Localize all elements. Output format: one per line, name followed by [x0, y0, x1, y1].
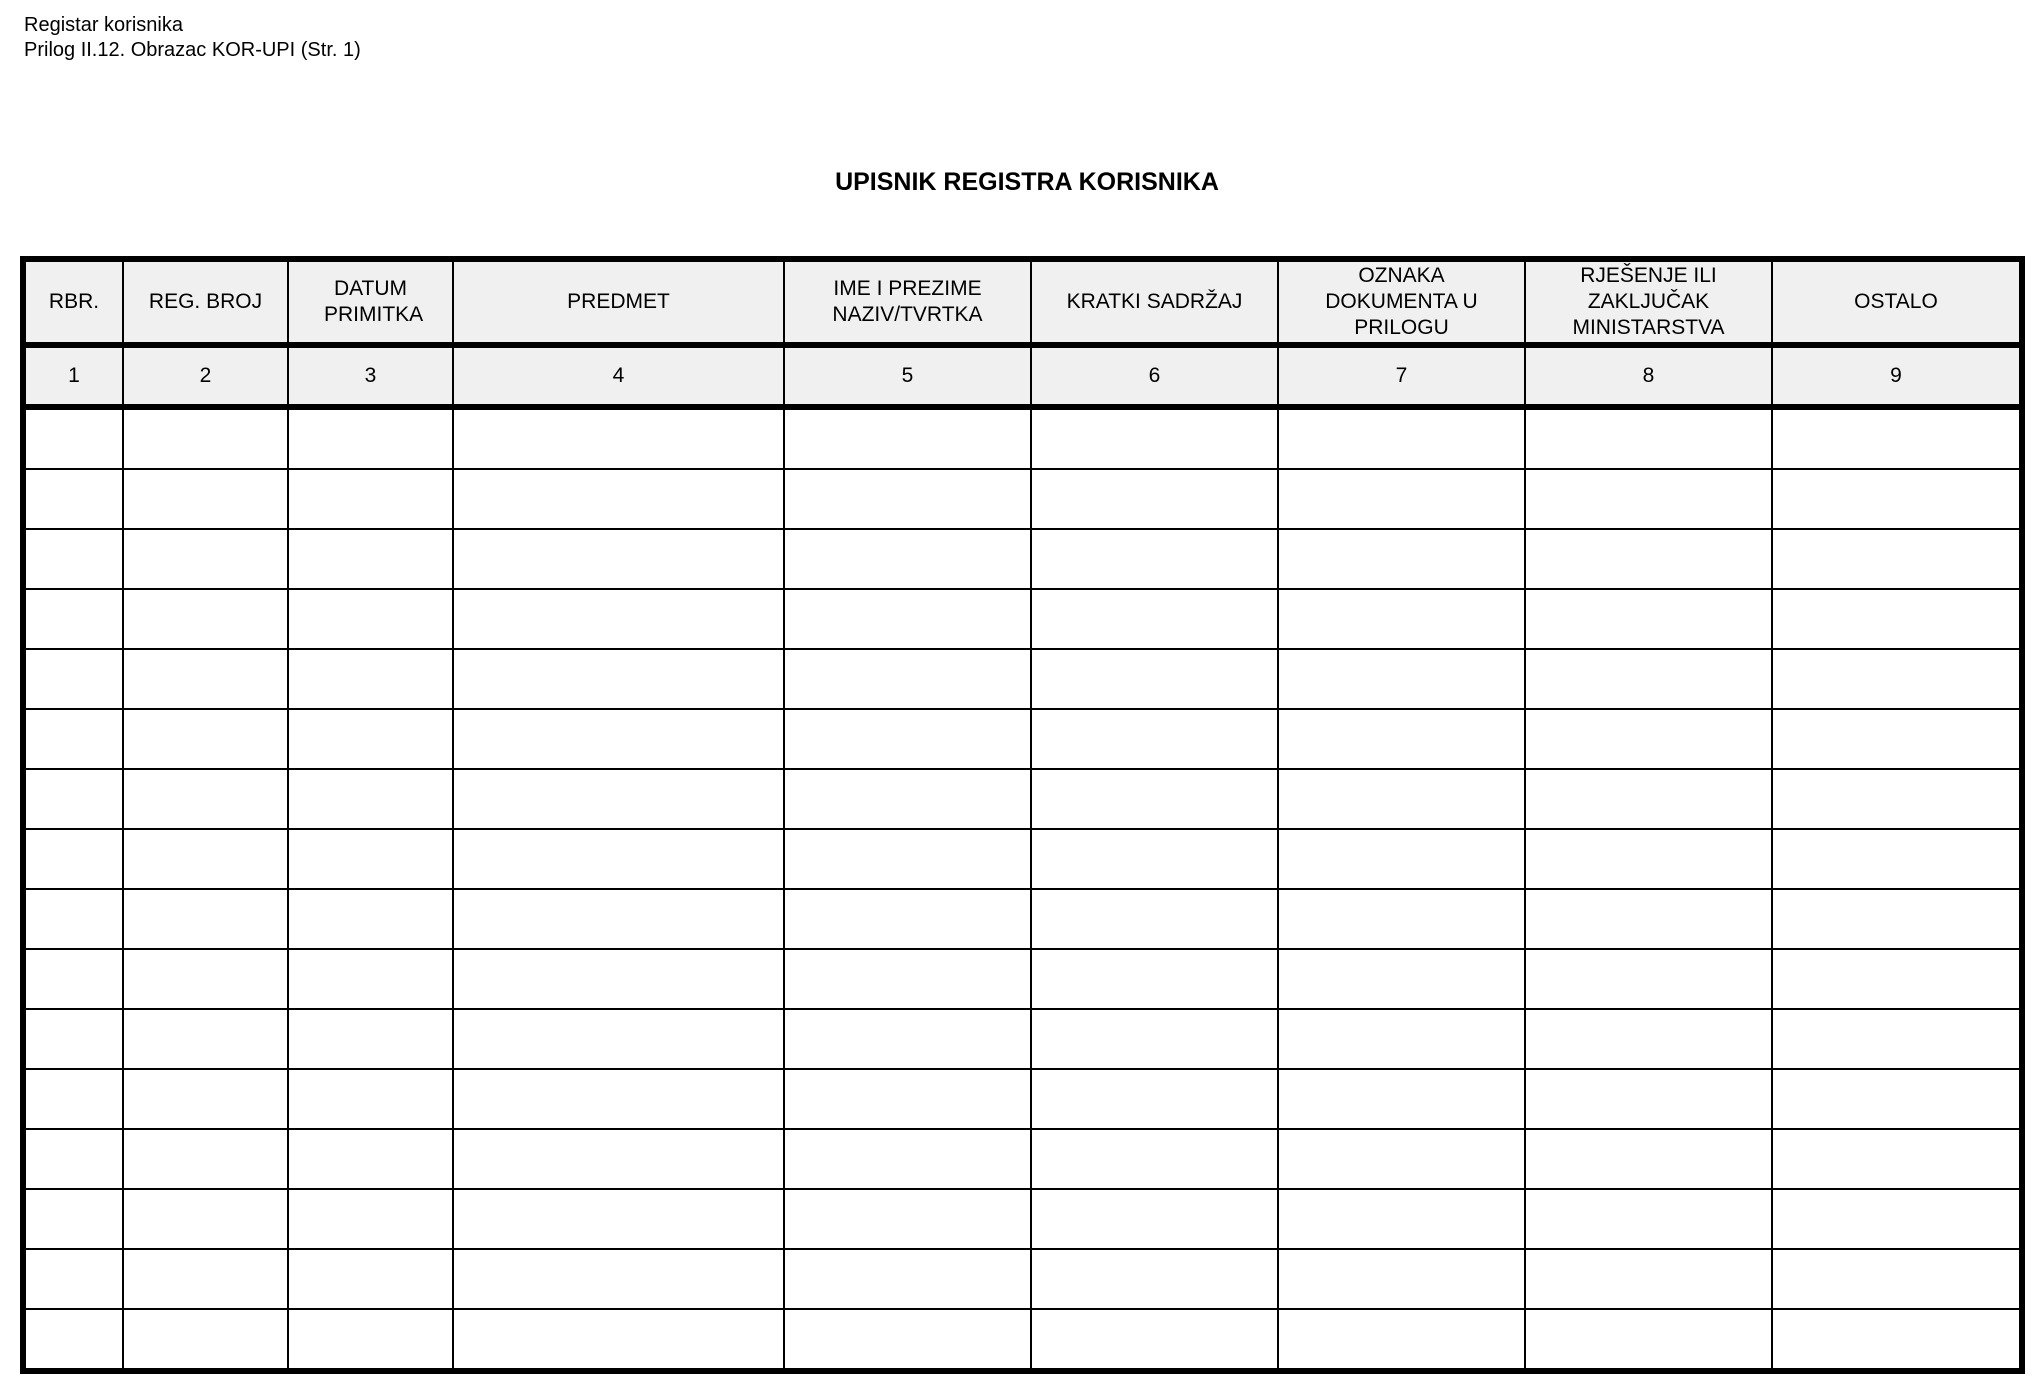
table-row — [23, 709, 2022, 769]
empty-cell[interactable] — [123, 1069, 288, 1129]
empty-cell[interactable] — [23, 1189, 123, 1249]
empty-cell[interactable] — [1525, 769, 1772, 829]
empty-cell[interactable] — [1772, 1309, 2022, 1371]
empty-cell[interactable] — [1772, 469, 2022, 529]
empty-cell[interactable] — [1772, 709, 2022, 769]
table-row — [23, 769, 2022, 829]
empty-cell[interactable] — [453, 529, 784, 589]
empty-cell[interactable] — [288, 769, 453, 829]
empty-cell[interactable] — [1278, 1009, 1525, 1069]
empty-cell[interactable] — [1525, 649, 1772, 709]
empty-cell[interactable] — [23, 709, 123, 769]
table-row — [23, 949, 2022, 1009]
table-row — [23, 529, 2022, 589]
empty-cell[interactable] — [123, 1009, 288, 1069]
register-table — [20, 256, 2025, 1374]
table-row — [23, 469, 2022, 529]
empty-cell[interactable] — [123, 469, 288, 529]
empty-cell[interactable] — [288, 1249, 453, 1309]
empty-cell[interactable] — [288, 589, 453, 649]
empty-cell[interactable] — [288, 1129, 453, 1189]
empty-cell[interactable] — [288, 1309, 453, 1371]
empty-cell[interactable] — [453, 1309, 784, 1371]
empty-cell[interactable] — [1031, 1009, 1278, 1069]
empty-cell[interactable] — [1525, 1309, 1772, 1371]
empty-cell[interactable] — [1031, 889, 1278, 949]
empty-cell[interactable] — [1525, 589, 1772, 649]
empty-cell[interactable] — [1031, 1069, 1278, 1129]
empty-cell[interactable] — [123, 949, 288, 1009]
empty-cell[interactable] — [23, 649, 123, 709]
column-header: KRATKI SADRŽAJ — [1031, 259, 1278, 345]
empty-cell[interactable] — [123, 889, 288, 949]
empty-cell[interactable] — [1031, 649, 1278, 709]
empty-cell[interactable] — [453, 649, 784, 709]
empty-cell[interactable] — [1525, 469, 1772, 529]
empty-cell[interactable] — [784, 1189, 1031, 1249]
empty-cell[interactable] — [123, 1189, 288, 1249]
column-header: RJEŠENJE ILI ZAKLJUČAK MINISTARSTVA — [1525, 259, 1772, 345]
empty-cell[interactable] — [23, 1009, 123, 1069]
table-row — [23, 1249, 2022, 1309]
empty-cell[interactable] — [1772, 829, 2022, 889]
empty-cell[interactable] — [1278, 589, 1525, 649]
empty-cell[interactable] — [1031, 1249, 1278, 1309]
empty-cell[interactable] — [453, 889, 784, 949]
empty-cell[interactable] — [1525, 1249, 1772, 1309]
empty-cell[interactable] — [1031, 589, 1278, 649]
empty-cell[interactable] — [123, 829, 288, 889]
empty-cell[interactable] — [784, 709, 1031, 769]
empty-cell[interactable] — [123, 709, 288, 769]
page-title: UPISNIK REGISTRA KORISNIKA — [835, 168, 1219, 196]
column-number: 5 — [784, 345, 1031, 407]
empty-cell[interactable] — [453, 829, 784, 889]
empty-cell[interactable] — [1772, 1069, 2022, 1129]
empty-cell[interactable] — [123, 589, 288, 649]
empty-cell[interactable] — [1031, 1129, 1278, 1189]
empty-cell[interactable] — [123, 649, 288, 709]
empty-cell[interactable] — [288, 829, 453, 889]
empty-cell[interactable] — [1772, 889, 2022, 949]
empty-cell[interactable] — [123, 769, 288, 829]
column-header: OZNAKA DOKUMENTA U PRILOGU — [1278, 259, 1525, 345]
empty-cell[interactable] — [784, 949, 1031, 1009]
empty-cell[interactable] — [23, 1249, 123, 1309]
empty-cell[interactable] — [1031, 1189, 1278, 1249]
empty-cell[interactable] — [784, 1069, 1031, 1129]
column-number-row — [23, 345, 2022, 407]
empty-cell[interactable] — [1772, 1189, 2022, 1249]
empty-cell[interactable] — [288, 469, 453, 529]
empty-cell[interactable] — [1031, 407, 1278, 469]
empty-cell[interactable] — [1525, 889, 1772, 949]
column-number: 1 — [23, 345, 123, 407]
empty-cell[interactable] — [1772, 949, 2022, 1009]
column-header: RBR. — [23, 259, 123, 345]
empty-cell[interactable] — [123, 407, 288, 469]
empty-cell[interactable] — [1278, 829, 1525, 889]
table-row — [23, 407, 2022, 469]
empty-cell[interactable] — [23, 1069, 123, 1129]
empty-cell[interactable] — [23, 949, 123, 1009]
empty-cell[interactable] — [23, 529, 123, 589]
empty-cell[interactable] — [288, 529, 453, 589]
empty-cell[interactable] — [1278, 1309, 1525, 1371]
empty-cell[interactable] — [1031, 709, 1278, 769]
empty-cell[interactable] — [288, 709, 453, 769]
empty-cell[interactable] — [288, 407, 453, 469]
column-number: 9 — [1772, 345, 2022, 407]
empty-cell[interactable] — [1772, 1249, 2022, 1309]
empty-cell[interactable] — [784, 1009, 1031, 1069]
table-row — [23, 649, 2022, 709]
empty-cell[interactable] — [1525, 1009, 1772, 1069]
empty-cell[interactable] — [23, 469, 123, 529]
empty-cell[interactable] — [1772, 649, 2022, 709]
empty-cell[interactable] — [1278, 769, 1525, 829]
empty-cell[interactable] — [784, 1129, 1031, 1189]
empty-cell[interactable] — [784, 469, 1031, 529]
empty-cell[interactable] — [453, 949, 784, 1009]
column-number: 2 — [123, 345, 288, 407]
empty-cell[interactable] — [1278, 1129, 1525, 1189]
empty-cell[interactable] — [784, 769, 1031, 829]
empty-cell[interactable] — [1278, 407, 1525, 469]
empty-cell[interactable] — [784, 829, 1031, 889]
empty-cell[interactable] — [1525, 407, 1772, 469]
table-row — [23, 1069, 2022, 1129]
column-number: 7 — [1278, 345, 1525, 407]
empty-cell[interactable] — [453, 1189, 784, 1249]
column-number: 6 — [1031, 345, 1278, 407]
column-header: OSTALO — [1772, 259, 2022, 345]
table-row — [23, 889, 2022, 949]
empty-cell[interactable] — [1278, 949, 1525, 1009]
empty-cell[interactable] — [1772, 407, 2022, 469]
empty-cell[interactable] — [1278, 1069, 1525, 1129]
empty-cell[interactable] — [453, 407, 784, 469]
empty-cell[interactable] — [1278, 709, 1525, 769]
empty-cell[interactable] — [288, 949, 453, 1009]
empty-cell[interactable] — [453, 769, 784, 829]
empty-cell[interactable] — [1525, 1189, 1772, 1249]
empty-cell[interactable] — [1031, 949, 1278, 1009]
empty-cell[interactable] — [784, 529, 1031, 589]
empty-cell[interactable] — [123, 529, 288, 589]
table-row — [23, 1309, 2022, 1371]
empty-cell[interactable] — [1278, 1249, 1525, 1309]
document-subtitle: Registar korisnika — [24, 14, 183, 36]
empty-cell[interactable] — [453, 1129, 784, 1189]
table-row — [23, 1129, 2022, 1189]
empty-cell[interactable] — [1772, 1129, 2022, 1189]
table-row — [23, 1189, 2022, 1249]
empty-cell[interactable] — [1278, 649, 1525, 709]
empty-cell[interactable] — [23, 407, 123, 469]
empty-cell[interactable] — [23, 1309, 123, 1371]
empty-cell[interactable] — [453, 469, 784, 529]
empty-cell[interactable] — [23, 769, 123, 829]
empty-cell[interactable] — [784, 889, 1031, 949]
empty-cell[interactable] — [453, 1009, 784, 1069]
empty-cell[interactable] — [1772, 1009, 2022, 1069]
empty-cell[interactable] — [23, 889, 123, 949]
empty-cell[interactable] — [1031, 769, 1278, 829]
table-row — [23, 589, 2022, 649]
table-row — [23, 1009, 2022, 1069]
empty-cell[interactable] — [1525, 529, 1772, 589]
column-header: IME I PREZIME NAZIV/TVRTKA — [784, 259, 1031, 345]
empty-cell[interactable] — [784, 649, 1031, 709]
empty-cell[interactable] — [1031, 1309, 1278, 1371]
empty-cell[interactable] — [1525, 949, 1772, 1009]
column-header: DATUM PRIMITKA — [288, 259, 453, 345]
column-number: 4 — [453, 345, 784, 407]
empty-cell[interactable] — [288, 1009, 453, 1069]
empty-cell[interactable] — [1278, 1189, 1525, 1249]
form-reference: Prilog II.12. Obrazac KOR-UPI (Str. 1) — [24, 39, 361, 61]
column-number: 8 — [1525, 345, 1772, 407]
empty-cell[interactable] — [1525, 1069, 1772, 1129]
empty-cell[interactable] — [288, 649, 453, 709]
empty-cell[interactable] — [784, 407, 1031, 469]
empty-cell[interactable] — [123, 1249, 288, 1309]
empty-cell[interactable] — [123, 1309, 288, 1371]
empty-cell[interactable] — [123, 1129, 288, 1189]
empty-cell[interactable] — [784, 589, 1031, 649]
column-header: PREDMET — [453, 259, 784, 345]
empty-cell[interactable] — [1772, 529, 2022, 589]
empty-cell[interactable] — [453, 589, 784, 649]
table-row — [23, 829, 2022, 889]
empty-cell[interactable] — [1278, 469, 1525, 529]
empty-cell[interactable] — [1278, 889, 1525, 949]
empty-cell[interactable] — [23, 1129, 123, 1189]
empty-cell[interactable] — [1772, 769, 2022, 829]
column-number: 3 — [288, 345, 453, 407]
empty-cell[interactable] — [453, 1069, 784, 1129]
column-header: REG. BROJ — [123, 259, 288, 345]
empty-cell[interactable] — [1031, 529, 1278, 589]
empty-cell[interactable] — [453, 709, 784, 769]
empty-cell[interactable] — [1031, 469, 1278, 529]
empty-cell[interactable] — [23, 589, 123, 649]
empty-cell[interactable] — [288, 889, 453, 949]
empty-cell[interactable] — [1525, 709, 1772, 769]
table-header-row — [23, 259, 2022, 345]
empty-cell[interactable] — [23, 829, 123, 889]
empty-cell[interactable] — [1772, 589, 2022, 649]
empty-cell[interactable] — [1278, 529, 1525, 589]
empty-cell[interactable] — [1525, 829, 1772, 889]
empty-cell[interactable] — [784, 1309, 1031, 1371]
empty-cell[interactable] — [453, 1249, 784, 1309]
empty-cell[interactable] — [1031, 829, 1278, 889]
empty-cell[interactable] — [288, 1189, 453, 1249]
empty-cell[interactable] — [784, 1249, 1031, 1309]
empty-cell[interactable] — [288, 1069, 453, 1129]
empty-cell[interactable] — [1525, 1129, 1772, 1189]
